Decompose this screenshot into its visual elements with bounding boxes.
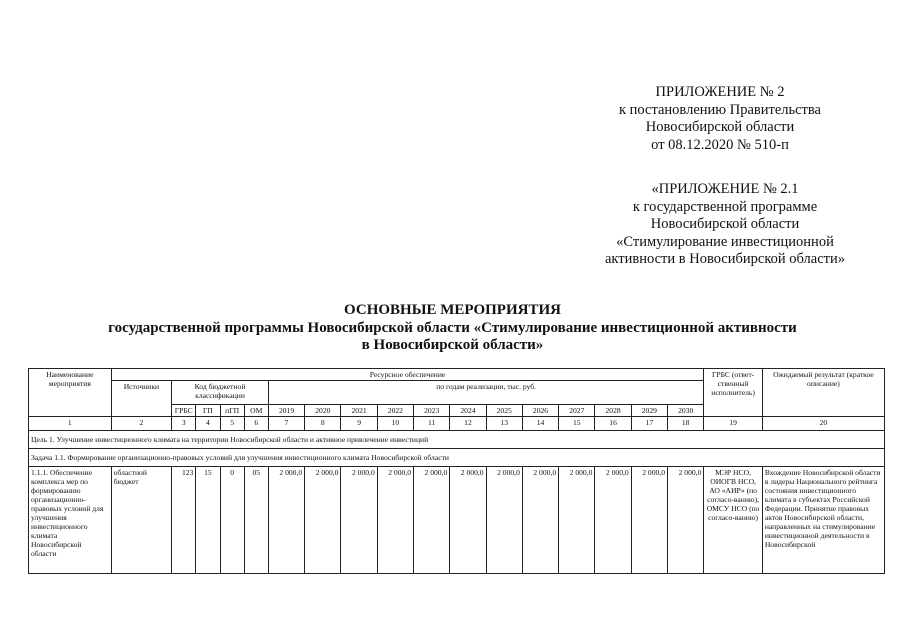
year-value: 2 000,0 bbox=[268, 467, 304, 574]
year-value: 2 000,0 bbox=[667, 467, 703, 574]
header-row-1 bbox=[29, 369, 885, 381]
year-header: 2026 bbox=[522, 405, 558, 417]
year-header: 2021 bbox=[341, 405, 377, 417]
column-number: 7 bbox=[268, 417, 304, 431]
year-header: 2030 bbox=[667, 405, 703, 417]
column-number: 1 bbox=[29, 417, 112, 431]
year-value: 2 000,0 bbox=[595, 467, 631, 574]
code-col-header: ОМ bbox=[244, 405, 268, 417]
year-value: 2 000,0 bbox=[486, 467, 522, 574]
year-header: 2027 bbox=[559, 405, 595, 417]
year-header: 2028 bbox=[595, 405, 631, 417]
measure-name: 1.1.1. Обеспечение комплекса мер по формированию организационно-правовых условий для улучшения инвестиционного климата Новосибирской области bbox=[29, 467, 112, 574]
task-text: Задача 1.1. Формирование организационно-правовых условий для улучшения инвестиционного климата Новосибирской области bbox=[29, 449, 885, 467]
appendix-line: «Стимулирование инвестиционной bbox=[616, 233, 834, 250]
column-number: 8 bbox=[305, 417, 341, 431]
appendix-line: к постановлению Правительства bbox=[619, 101, 821, 118]
program-appendix-header bbox=[590, 181, 860, 269]
column-number-row bbox=[29, 417, 885, 431]
code-grbs: 123 bbox=[172, 467, 196, 574]
code-col-header: ГП bbox=[196, 405, 220, 417]
appendix-header bbox=[600, 84, 840, 154]
year-header: 2019 bbox=[268, 405, 304, 417]
document-title bbox=[60, 302, 845, 355]
measure-source: областной бюджет bbox=[111, 467, 171, 574]
code-gp: 15 bbox=[196, 467, 220, 574]
column-number: 20 bbox=[762, 417, 884, 431]
column-number: 3 bbox=[172, 417, 196, 431]
year-value: 2 000,0 bbox=[559, 467, 595, 574]
year-value: 2 000,0 bbox=[377, 467, 413, 574]
column-number: 17 bbox=[631, 417, 667, 431]
code-om: 05 bbox=[244, 467, 268, 574]
year-header: 2025 bbox=[486, 405, 522, 417]
year-header: 2022 bbox=[377, 405, 413, 417]
header-by-years: по годам реализации, тыс. руб. bbox=[268, 381, 703, 405]
code-col-header: ГРБС bbox=[172, 405, 196, 417]
column-number: 13 bbox=[486, 417, 522, 431]
title-line-3: в Новосибирской области» bbox=[361, 337, 544, 353]
column-number: 5 bbox=[220, 417, 244, 431]
year-value: 2 000,0 bbox=[414, 467, 450, 574]
year-value: 2 000,0 bbox=[522, 467, 558, 574]
header-result: Ожидаемый результат (краткое описание) bbox=[762, 369, 884, 417]
appendix-line: активности в Новосибирской области» bbox=[605, 251, 845, 267]
table-row bbox=[29, 467, 885, 574]
task-row bbox=[29, 449, 885, 467]
column-number: 19 bbox=[704, 417, 762, 431]
column-number: 2 bbox=[111, 417, 171, 431]
appendix-line: от 08.12.2020 № 510-п bbox=[651, 136, 789, 153]
year-value: 2 000,0 bbox=[305, 467, 341, 574]
goal-text: Цель 1. Улучшение инвестиционного климата на территории Новосибирской области и активное привлечение инвестиций bbox=[29, 431, 885, 449]
year-value: 2 000,0 bbox=[631, 467, 667, 574]
column-number: 9 bbox=[341, 417, 377, 431]
appendix-line: ПРИЛОЖЕНИЕ № 2 bbox=[655, 84, 785, 100]
goal-row bbox=[29, 431, 885, 449]
measure-executor: МЭР НСО, ОИОГВ НСО, АО «АИР» (по согласо-ванию), ОМСУ НСО (по согласо-ванию) bbox=[704, 467, 762, 574]
year-header: 2023 bbox=[414, 405, 450, 417]
header-resources: Ресурсное обеспечение bbox=[111, 369, 704, 381]
column-number: 14 bbox=[522, 417, 558, 431]
appendix-line: Новосибирской области bbox=[645, 119, 795, 135]
title-line-2: государственной программы Новосибирской области «Стимулирование инвестиционной активности bbox=[108, 319, 797, 336]
year-value: 2 000,0 bbox=[341, 467, 377, 574]
year-header: 2029 bbox=[631, 405, 667, 417]
code-col-header: пГП bbox=[220, 405, 244, 417]
appendix-line: «ПРИЛОЖЕНИЕ № 2.1 bbox=[651, 181, 799, 197]
column-number: 12 bbox=[450, 417, 486, 431]
header-name: Наименование мероприятия bbox=[29, 369, 112, 417]
header-sources: Источники bbox=[111, 381, 171, 417]
measure-result: Вхождение Новосибирской области в лидеры Национального рейтинга состояния инвестиционного климата в субъектах Российской Федерации. Принятие правовых актов Новосибирской области, направленных на стимулирование инвестиционной деятельности в Новосибирской bbox=[762, 467, 884, 574]
appendix-line: к государственной программе bbox=[632, 198, 818, 215]
code-pgp: 0 bbox=[220, 467, 244, 574]
year-header: 2020 bbox=[305, 405, 341, 417]
column-number: 15 bbox=[559, 417, 595, 431]
header-budget-code: Код бюджетной классификации bbox=[172, 381, 269, 405]
column-number: 4 bbox=[196, 417, 220, 431]
year-value: 2 000,0 bbox=[450, 467, 486, 574]
appendix-line: Новосибирской области bbox=[650, 216, 800, 232]
column-number: 6 bbox=[244, 417, 268, 431]
title-line-1: ОСНОВНЫЕ МЕРОПРИЯТИЯ bbox=[344, 302, 561, 318]
measures-table bbox=[28, 368, 885, 574]
header-grbs: ГРБС (ответ-ственный исполнитель) bbox=[704, 369, 762, 417]
column-number: 16 bbox=[595, 417, 631, 431]
year-header: 2024 bbox=[450, 405, 486, 417]
column-number: 10 bbox=[377, 417, 413, 431]
column-number: 18 bbox=[667, 417, 703, 431]
column-number: 11 bbox=[414, 417, 450, 431]
